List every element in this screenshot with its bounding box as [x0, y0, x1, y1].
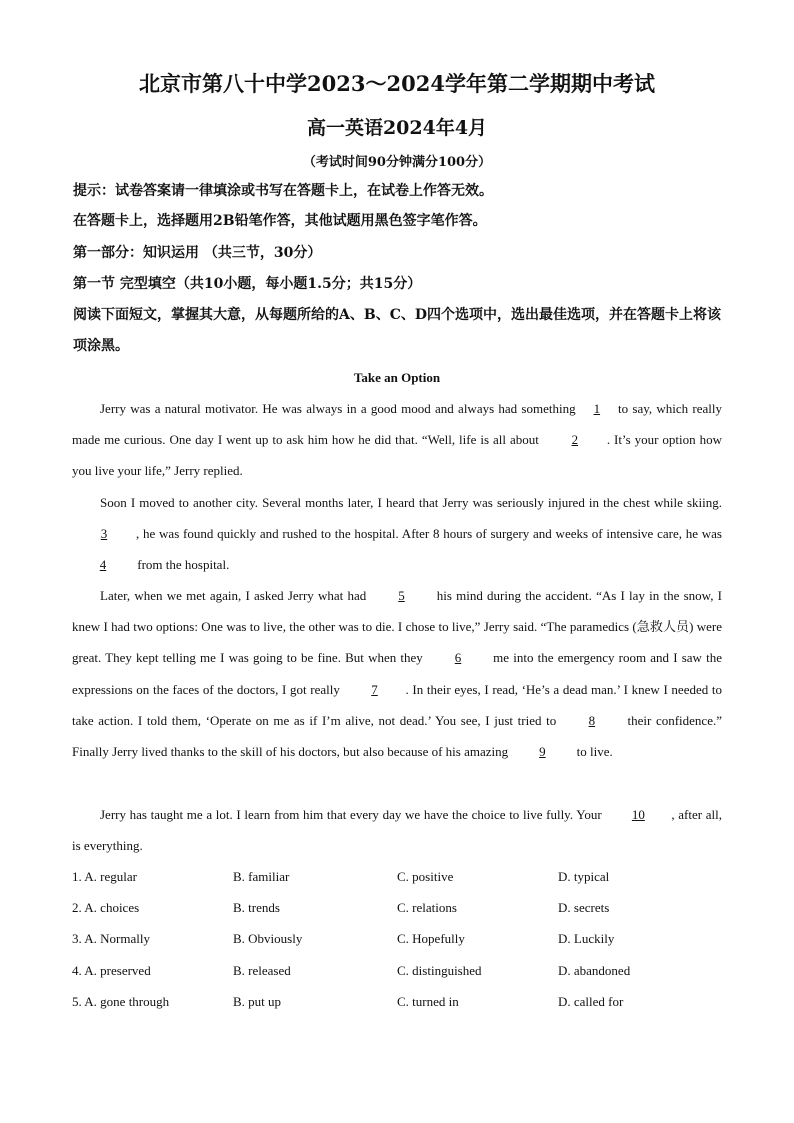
option-d: D. abandoned	[558, 963, 631, 978]
option-d: D. Luckily	[558, 931, 615, 946]
paragraph-text: from the hospital.	[134, 557, 230, 573]
option-b: B. familiar	[233, 869, 290, 884]
blank-3: 3	[100, 526, 108, 542]
option-row	[72, 869, 732, 889]
paragraph-text: Jerry has taught me a lot. I learn from him that every day we have the choice to live fully. Your	[100, 807, 606, 822]
paragraph-text: . In their eyes, I read, ‘He’s a dead man.’ I knew I needed to take action. I told them, ‘Operate on me as if I’m alive, not dead.’ You see, I just tried to	[72, 681, 722, 728]
blank-1: 1	[593, 401, 601, 416]
note-line-2: 在答题卡上，选择题用2B铅笔作答，其他试题用黑色签字笔作答。	[73, 213, 487, 229]
paragraph-text: , after all, is everything.	[72, 807, 722, 854]
paragraph-text: to live.	[573, 744, 613, 760]
option-d: D. called for	[558, 994, 624, 1009]
option-d: D. secrets	[558, 900, 610, 915]
option-b: B. Obviously	[233, 931, 303, 946]
option-b: B. trends	[233, 900, 280, 915]
option-a: 2. A. choices	[72, 900, 140, 915]
part-heading: 第一部分：知识运用 （共三节，30分）	[73, 245, 322, 261]
instruction-text: 阅读下面短文，掌握其大意，从每题所给的A、B、C、D四个选项中，选出最佳选项，并在答题卡上将该项涂黑。	[73, 307, 721, 354]
blank-2: 2	[571, 432, 579, 448]
note-line-1: 提示：试卷答案请一律填涂或书写在答题卡上，在试卷上作答无效。	[73, 183, 493, 199]
passage-paragraph	[72, 393, 722, 487]
paragraph-text: Jerry was a natural motivator. He was always in a good mood and always had something	[100, 401, 580, 416]
paragraph-text: me into the emergency room and I saw the expressions on the faces of the doctors, I got really	[72, 650, 723, 697]
option-c: C. positive	[397, 869, 454, 884]
option-row	[72, 931, 732, 951]
option-a: 5. A. gone through	[72, 994, 170, 1009]
passage-paragraph	[72, 580, 722, 767]
exam-title: 北京市第八十中学2023～2024学年第二学期期中考试	[139, 71, 655, 96]
option-d: D. typical	[558, 869, 610, 884]
blank-9: 9	[539, 744, 546, 760]
passage-paragraph	[72, 799, 722, 861]
option-c: C. relations	[397, 900, 457, 915]
paragraph-text: . It’s your option how you live your life,” Jerry replied.	[72, 432, 723, 479]
option-row	[72, 994, 732, 1014]
option-row	[72, 963, 732, 983]
blank-7: 7	[371, 681, 378, 697]
paragraph-text: his mind during the accident. “As I lay in the snow, I knew I had two options: One was to live, the other was to die. I chose to live,” Jerry said. “The paramedics (急救人员) were great. They kept telling me I was going to be fine. But when they	[72, 588, 722, 666]
blank-10: 10	[631, 807, 645, 822]
option-a: 3. A. Normally	[72, 931, 150, 946]
section-heading: 第一节 完型填空（共10小题，每小题1.5分；共15分）	[73, 276, 422, 292]
exam-subtitle: 高一英语2024年4月	[306, 117, 488, 139]
passage-paragraph	[72, 487, 722, 581]
paragraph-text: their confidence.” Finally Jerry lived thanks to the skill of his doctors, but also because of his amazing	[72, 712, 722, 760]
blank-8: 8	[588, 712, 596, 728]
blank-4: 4	[99, 557, 107, 573]
paragraph-text: Soon I moved to another city. Several months later, I heard that Jerry was seriously injured in the chest while skiing.	[100, 495, 722, 510]
blank-6: 6	[454, 650, 462, 666]
paragraph-text: , he was found quickly and rushed to the hospital. After 8 hours of surgery and weeks of intensive care, he was	[136, 526, 722, 542]
passage-title: Take an Option	[353, 370, 441, 385]
paragraph-text: to say, which really made me curious. One day I went up to ask him how he did that. “Well, life is all about	[72, 401, 722, 448]
option-b: B. put up	[233, 994, 282, 1009]
option-a: 4. A. preserved	[72, 963, 151, 978]
option-row	[72, 900, 732, 920]
option-b: B. released	[233, 963, 291, 978]
option-c: C. Hopefully	[397, 931, 465, 946]
option-c: C. turned in	[397, 994, 459, 1009]
option-a: 1. A. regular	[72, 869, 137, 884]
option-c: C. distinguished	[397, 963, 482, 978]
paragraph-text: Later, when we met again, I asked Jerry what had	[100, 588, 371, 603]
blank-5: 5	[398, 588, 405, 603]
exam-info: （考试时间90分钟满分100分）	[302, 155, 492, 170]
